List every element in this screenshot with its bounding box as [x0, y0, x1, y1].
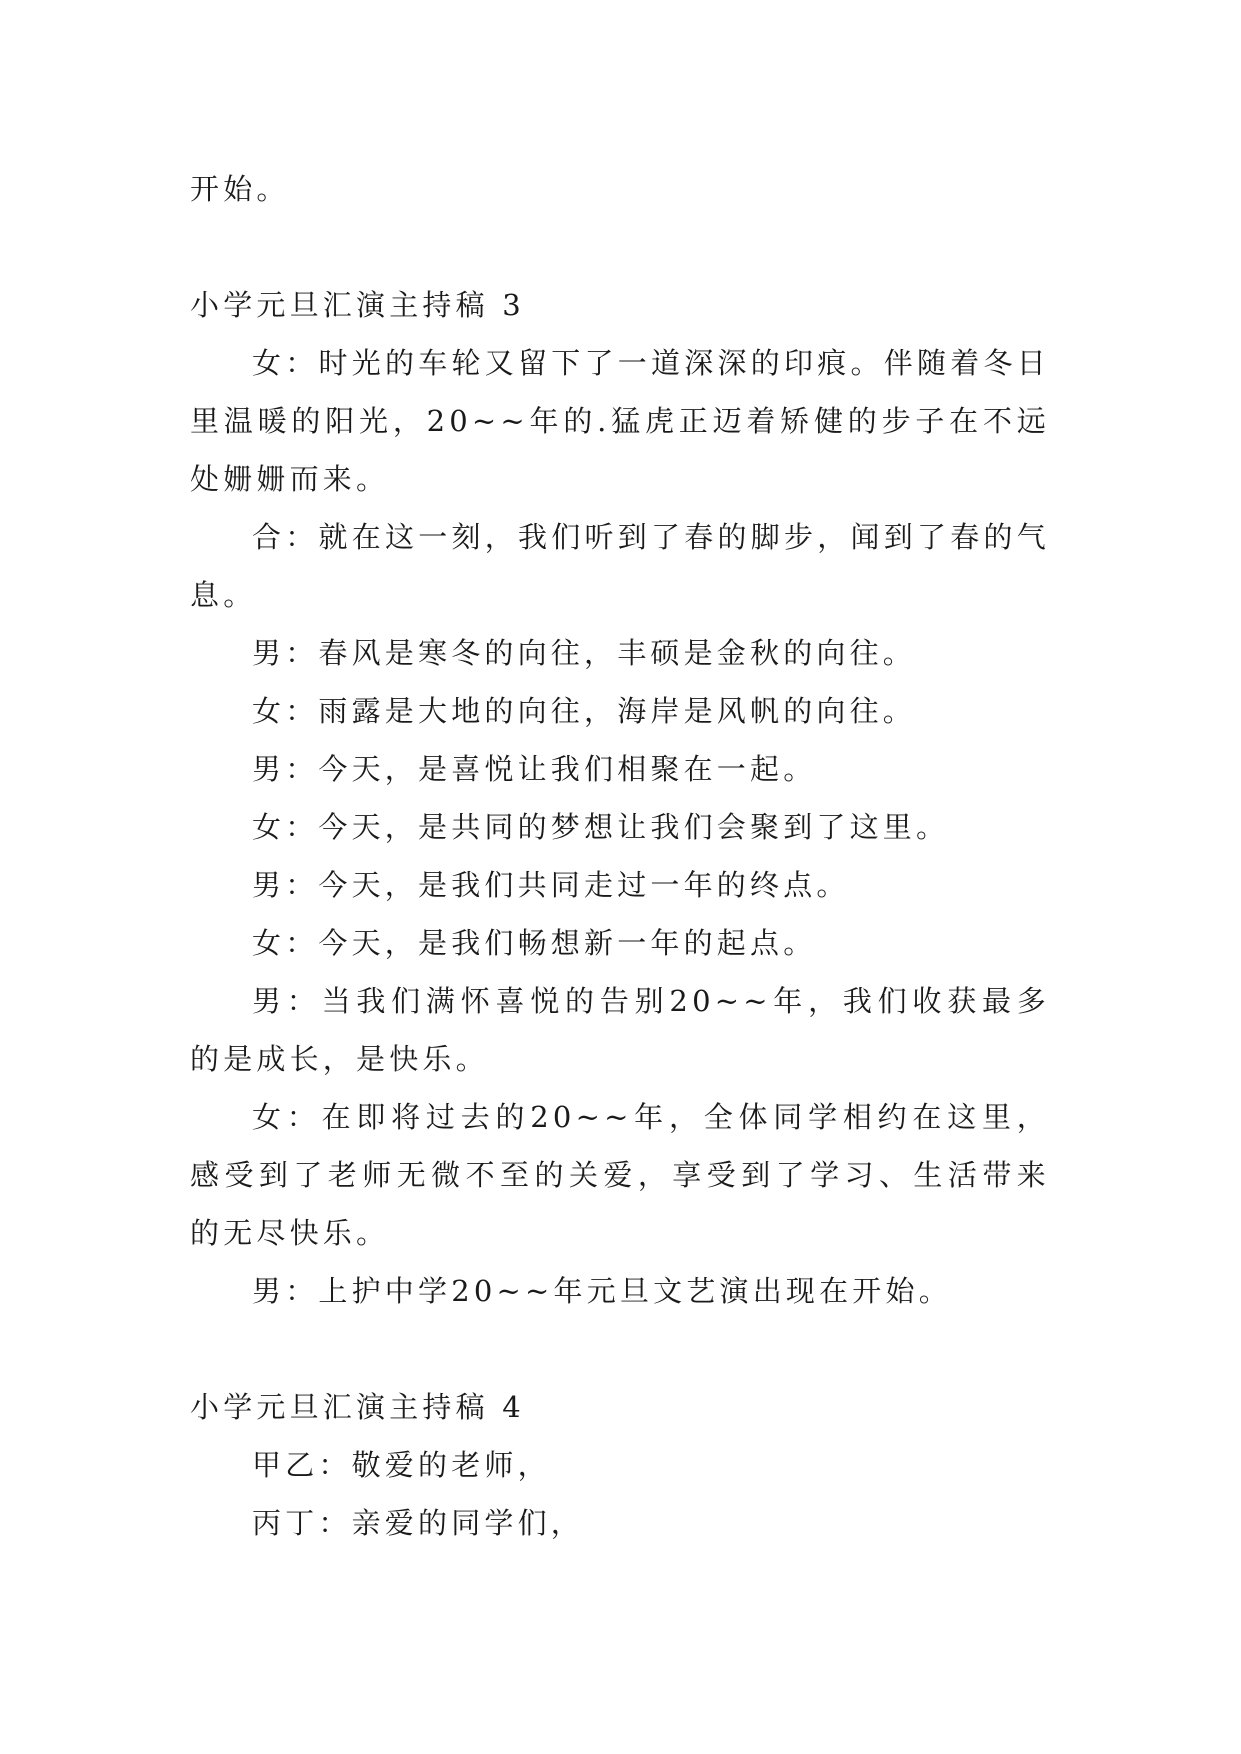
section-3-line: 男：当我们满怀喜悦的告别20~~年，我们收获最多的是成长，是快乐。 [190, 984, 1050, 1076]
section-3-line: 男：今天，是我们共同走过一年的终点。 [252, 868, 850, 902]
section-gap [190, 218, 1050, 276]
section-3-line: 女：在即将过去的20~~年，全体同学相约在这里，感受到了老师无微不至的关爱，享受到了学习、生活带来的无尽快乐。 [190, 1100, 1050, 1250]
section-3-title: 小学元旦汇演主持稿 3 [190, 288, 525, 322]
section-3-line: 女：今天，是我们畅想新一年的起点。 [252, 926, 817, 960]
section-3-line: 合：就在这一刻，我们听到了春的脚步，闻到了春的气息。 [190, 520, 1050, 612]
section-4-line: 甲乙：敬爱的老师， [252, 1448, 551, 1482]
section-4-line: 丙丁：亲爱的同学们， [252, 1506, 585, 1540]
section-3-line: 男：今天，是喜悦让我们相聚在一起。 [252, 752, 817, 786]
section-3-line: 男：春风是寒冬的向往，丰硕是金秋的向往。 [252, 636, 917, 670]
document-body [190, 160, 1050, 1552]
intro-tail-paragraph: 开始。 [190, 172, 290, 206]
section-3-line: 女：雨露是大地的向往，海岸是风帆的向往。 [252, 694, 917, 728]
section-gap [190, 1320, 1050, 1378]
section-4-title: 小学元旦汇演主持稿 4 [190, 1390, 525, 1424]
section-3-line: 男：上护中学20~~年元旦文艺演出现在开始。 [252, 1274, 952, 1308]
section-3-line: 女：今天，是共同的梦想让我们会聚到了这里。 [252, 810, 950, 844]
section-3-line: 女：时光的车轮又留下了一道深深的印痕。伴随着冬日里温暖的阳光，20~~年的.猛虎正迈着矫健的步子在不远处姗姗而来。 [190, 346, 1050, 496]
